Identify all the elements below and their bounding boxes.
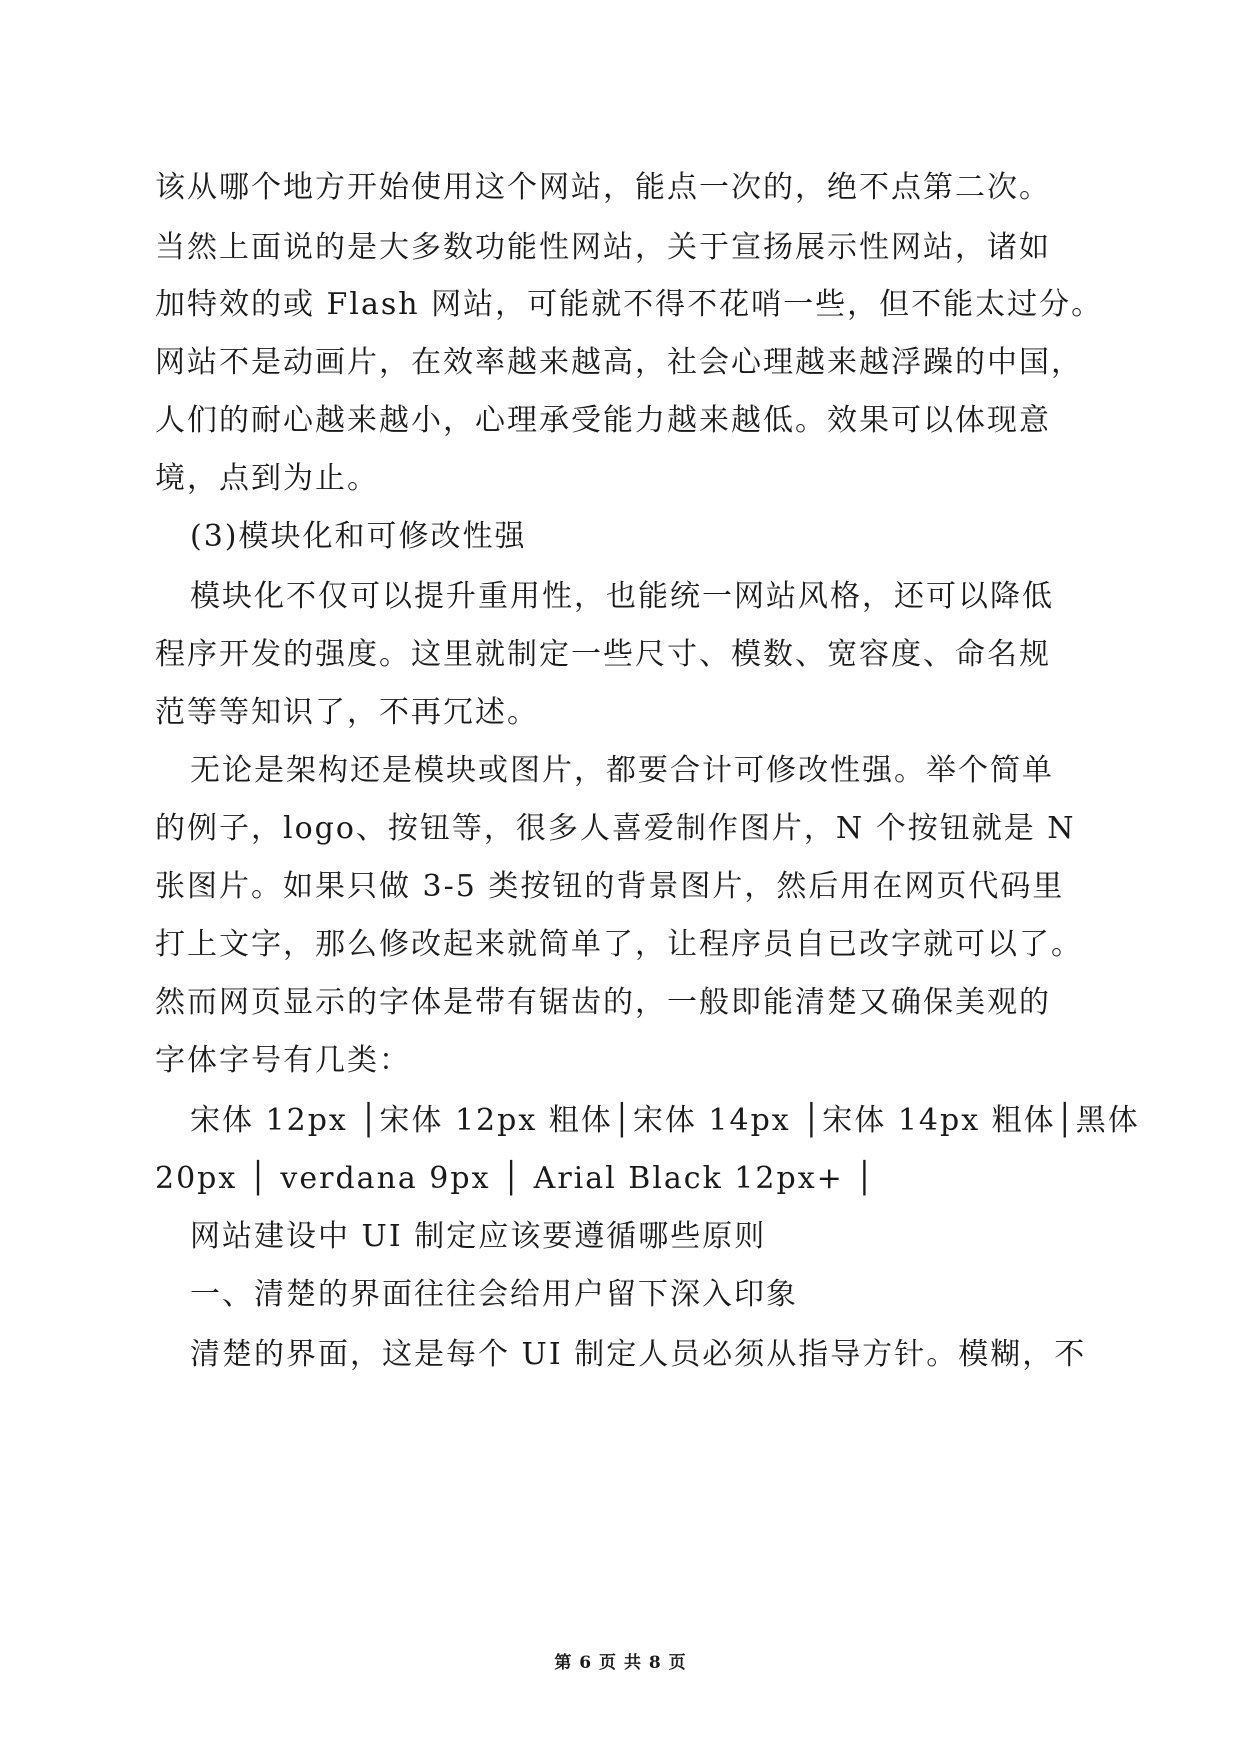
text-line-3: 加特效的或 Flash 网站，可能就不得不花哨一些，但不能太过分。 (155, 287, 1104, 322)
text-line-12: 的例子，logo、按钮等，很多人喜爱制作图片，N 个按钮就是 N (155, 811, 1076, 846)
text-line-2: 当然上面说的是大多数功能性网站，关于宣扬展示性网站，诸如 (155, 230, 1051, 265)
section-title: 网站建设中 UI 制定应该要遵循哪些原则 (190, 1219, 767, 1254)
text-line-5: 人们的耐心越来越小，心理承受能力越来越低。效果可以体现意 (155, 403, 1051, 438)
text-line-15: 然而网页显示的字体是带有锯齿的，一般即能清楚又确保美观的 (155, 985, 1051, 1020)
section-heading-1: 一、清楚的界面往往会给用户留下深入印象 (190, 1277, 798, 1312)
page-number-footer: 第 6 页 共 8 页 (554, 1653, 687, 1673)
text-line-13: 张图片。如果只做 3-5 类按钮的背景图片，然后用在网页代码里 (155, 869, 1065, 904)
text-line-8: 模块化不仅可以提升重用性，也能统一网站风格，还可以降低 (190, 579, 1054, 614)
text-line-21: 清楚的界面，这是每个 UI 制定人员必须从指导方针。模糊，不 (190, 1337, 1087, 1372)
text-line-11: 无论是架构还是模块或图片，都要合计可修改性强。举个简单 (190, 753, 1054, 788)
section-heading-3: (3)模块化和可修改性强 (190, 519, 527, 554)
font-list-line-1: 宋体 12px │宋体 12px 粗体│宋体 14px │宋体 14px 粗体│黑体 (190, 1103, 1140, 1138)
text-line-1: 该从哪个地方开始使用这个网站，能点一次的，绝不点第二次。 (155, 170, 1051, 205)
text-line-16: 字体字号有几类： (155, 1043, 411, 1078)
font-list-line-2: 20px │ verdana 9px │ Arial Black 12px+ │ (155, 1161, 876, 1196)
text-line-4: 网站不是动画片，在效率越来越高，社会心理越来越浮躁的中国， (155, 345, 1083, 380)
text-line-10: 范等等知识了，不再冗述。 (155, 695, 539, 730)
text-line-9: 程序开发的强度。这里就制定一些尺寸、模数、宽容度、命名规 (155, 637, 1051, 672)
text-line-14: 打上文字，那么修改起来就简单了，让程序员自已改字就可以了。 (155, 927, 1083, 962)
text-line-6: 境，点到为止。 (155, 461, 379, 496)
